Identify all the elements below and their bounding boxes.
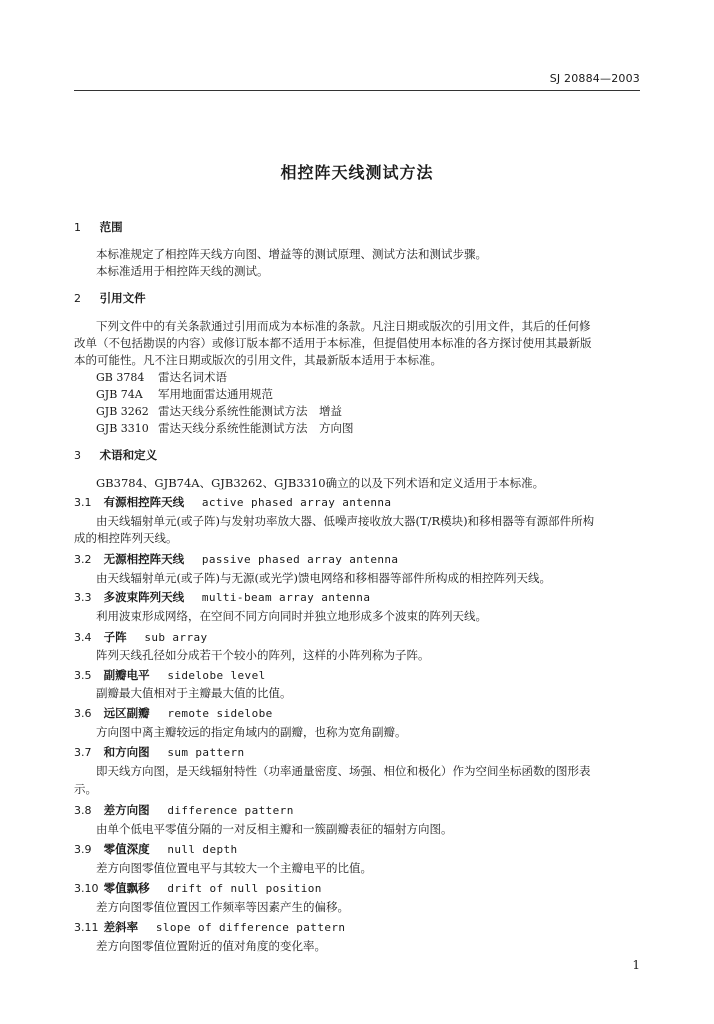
- document-title: 相控阵天线测试方法: [280, 163, 434, 182]
- term-english: sidelobe level: [167, 669, 266, 682]
- reference-item: [96, 368, 640, 386]
- term-english: passive phased array antenna: [201, 553, 399, 566]
- term-definition: 由单个低电平零值分隔的一对反相主瓣和一簇副瓣表征的辐射方向图。: [96, 822, 453, 836]
- term-number: 3.5: [74, 669, 92, 682]
- paragraph: 本标准规定了相控阵天线方向图、增益等的测试原理、测试方法和测试步骤。: [96, 247, 487, 261]
- term-heading: [74, 918, 640, 936]
- section-heading-references: [74, 289, 640, 307]
- term-chinese: 多波束阵列天线: [103, 590, 185, 604]
- paragraph: 本标准适用于相控阵天线的测试。: [96, 264, 269, 278]
- term-heading: [74, 493, 640, 511]
- term-heading: [74, 743, 640, 761]
- term-chinese: 无源相控阵天线: [103, 552, 185, 566]
- section-heading-scope: [74, 218, 640, 236]
- term-definition: 差方向图零值位置附近的值对角度的变化率。: [96, 939, 326, 953]
- term-chinese: 子阵: [103, 630, 127, 644]
- reference-code: GJB 3262: [96, 405, 149, 418]
- term-heading: [74, 550, 640, 568]
- term-heading: [74, 666, 640, 684]
- term-definition: 由天线辐射单元(或子阵)与无源(或光学)馈电网络和移相器等部件所构成的相控阵列天线。: [96, 571, 551, 585]
- standard-number: SJ 20884—2003: [549, 72, 640, 85]
- paragraph: GB3784、GJB74A、GJB3262、GJB3310确立的以及下列术语和定义适用于本标准。: [96, 476, 545, 490]
- term-english: null depth: [167, 843, 238, 856]
- term-number: 3.9: [74, 843, 92, 856]
- term-english: sub array: [144, 631, 208, 644]
- term-number: 3.7: [74, 746, 92, 759]
- reference-name: 军用地面雷达通用规范: [158, 387, 273, 401]
- term-chinese: 和方向图: [103, 745, 150, 759]
- term-chinese: 零值飘移: [103, 881, 150, 895]
- term-chinese: 远区副瓣: [103, 706, 150, 720]
- term-heading: [74, 704, 640, 722]
- term-heading: [74, 588, 640, 606]
- page-number: 1: [632, 958, 640, 972]
- term-number: 3.3: [74, 591, 92, 604]
- term-definition: 示。: [74, 782, 97, 796]
- reference-name: 雷达天线分系统性能测试方法 增益: [158, 404, 342, 418]
- reference-item: [96, 419, 640, 437]
- term-chinese: 差方向图: [103, 803, 150, 817]
- term-heading: [74, 879, 640, 897]
- term-english: difference pattern: [167, 804, 294, 817]
- section-number: 3: [74, 449, 81, 462]
- section-title: 范围: [99, 220, 123, 234]
- term-definition: 利用波束形成网络，在空间不同方向同时并独立地形成多个波束的阵列天线。: [96, 609, 487, 623]
- paragraph-line: 改单（不包括勘误的内容）或修订版本都不适用于本标准，但提倡使用本标准的各方探讨使用其最新版: [74, 336, 592, 350]
- reference-code: GJB 74A: [96, 388, 143, 401]
- paragraph-line: 下列文件中的有关条款通过引用而成为本标准的条款。凡注日期或版次的引用文件，其后的任何修: [96, 319, 591, 333]
- term-chinese: 副瓣电平: [103, 668, 150, 682]
- term-english: sum pattern: [167, 746, 245, 759]
- term-number: 3.1: [74, 496, 92, 509]
- term-number: 3.6: [74, 707, 92, 720]
- term-chinese: 差斜率: [103, 920, 139, 934]
- section-number: 2: [74, 292, 81, 305]
- term-definition: 由天线辐射单元(或子阵)与发射功率放大器、低噪声接收放大器(T/R模块)和移相器等有源部件所构: [96, 514, 595, 528]
- section-heading-terms: [74, 446, 640, 464]
- reference-item: [96, 402, 640, 420]
- term-heading: [74, 840, 640, 858]
- term-english: remote sidelobe: [167, 707, 273, 720]
- term-heading: [74, 628, 640, 646]
- term-number: 3.4: [74, 631, 92, 644]
- section-number: 1: [74, 221, 81, 234]
- term-definition: 成的相控阵列天线。: [74, 531, 178, 545]
- term-definition: 差方向图零值位置电平与其较大一个主瓣电平的比值。: [96, 861, 372, 875]
- reference-name: 雷达名词术语: [158, 370, 227, 384]
- term-heading: [74, 801, 640, 819]
- term-number: 3.11: [74, 921, 99, 934]
- reference-name: 雷达天线分系统性能测试方法 方向图: [158, 421, 354, 435]
- term-number: 3.10: [74, 882, 99, 895]
- section-title: 引用文件: [99, 291, 146, 305]
- term-english: active phased array antenna: [201, 496, 392, 509]
- reference-code: GB 3784: [96, 371, 145, 384]
- term-english: multi-beam array antenna: [201, 591, 371, 604]
- term-number: 3.8: [74, 804, 92, 817]
- reference-code: GJB 3310: [96, 422, 149, 435]
- section-title: 术语和定义: [99, 448, 158, 462]
- term-definition: 即天线方向图，是天线辐射特性（功率通量密度、场强、相位和极化）作为空间坐标函数的图形表: [96, 764, 591, 778]
- reference-item: [96, 385, 640, 403]
- term-chinese: 零值深度: [103, 842, 150, 856]
- term-definition: 差方向图零值位置因工作频率等因素产生的偏移。: [96, 900, 349, 914]
- header-rule: [74, 90, 640, 91]
- term-english: slope of difference pattern: [155, 921, 346, 934]
- paragraph-line: 本的可能性。凡不注日期或版次的引用文件，其最新版本适用于本标准。: [74, 353, 442, 367]
- term-english: drift of null position: [167, 882, 322, 895]
- term-definition: 阵列天线孔径如分成若干个较小的阵列，这样的小阵列称为子阵。: [96, 648, 430, 662]
- term-definition: 方向图中离主瓣较远的指定角域内的副瓣，也称为宽角副瓣。: [96, 725, 407, 739]
- term-chinese: 有源相控阵天线: [103, 495, 185, 509]
- term-number: 3.2: [74, 553, 92, 566]
- term-definition: 副瓣最大值相对于主瓣最大值的比值。: [96, 686, 292, 700]
